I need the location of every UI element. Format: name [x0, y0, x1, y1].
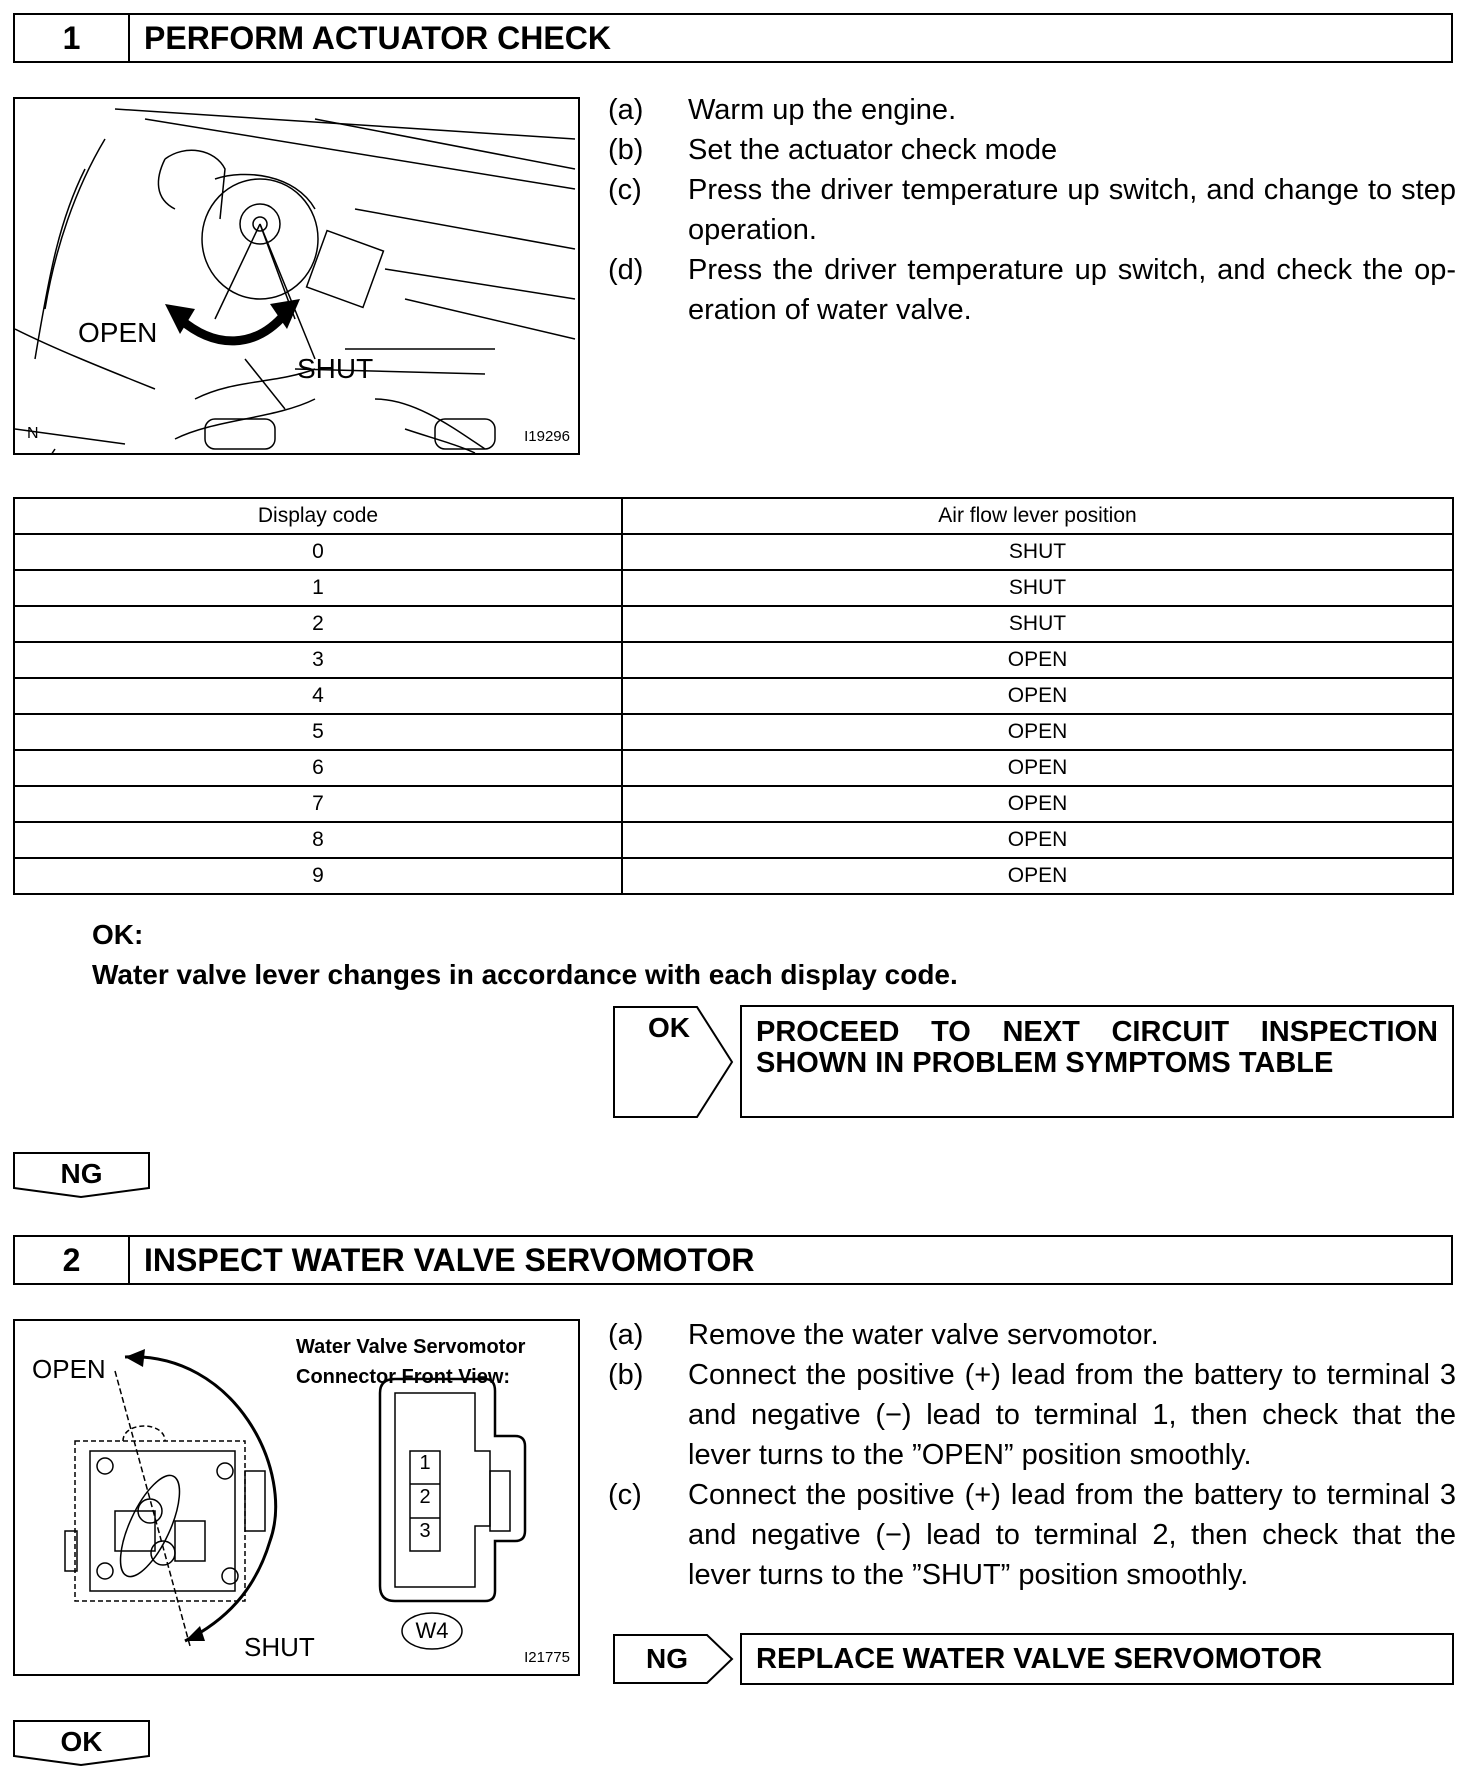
terminal-3-label: 3 — [419, 1520, 431, 1542]
instruction-text: Warm up the engine. — [688, 94, 957, 126]
instruction-item — [608, 1355, 1456, 1475]
instruction-item — [608, 130, 1456, 170]
step1-instructions — [608, 90, 1456, 330]
table-cell: 3 — [14, 642, 622, 678]
open-label: OPEN — [32, 1354, 106, 1384]
instruction-item — [608, 170, 1456, 250]
table-header-cell: Air flow lever position — [622, 498, 1453, 534]
instruction-label: (c) — [608, 174, 642, 206]
table-header-cell: Display code — [14, 498, 622, 534]
connector-caption-line1: Water Valve Servomotor — [296, 1336, 526, 1358]
table-cell: 6 — [14, 750, 622, 786]
terminal-2-label: 2 — [419, 1486, 431, 1508]
table-cell: SHUT — [622, 606, 1453, 642]
display-code-table — [13, 497, 1454, 895]
figure-id: I21775 — [524, 1649, 570, 1666]
table-cell: 4 — [14, 678, 622, 714]
instruction-item — [608, 1475, 1456, 1595]
table-row — [14, 570, 1453, 606]
instruction-label: (d) — [608, 254, 644, 286]
instruction-label: (b) — [608, 134, 644, 166]
shut-label: SHUT — [244, 1632, 315, 1662]
table-row — [14, 534, 1453, 570]
ng-arrow-label: NG — [646, 1643, 688, 1674]
step1-header — [13, 13, 1453, 63]
instruction-label: (b) — [608, 1359, 644, 1391]
ok-condition-text: Water valve lever changes in accordance with each display code. — [92, 959, 958, 990]
table-cell: SHUT — [622, 534, 1453, 570]
table-cell: OPEN — [622, 714, 1453, 750]
instruction-label: (c) — [608, 1479, 642, 1511]
step1-title: PERFORM ACTUATOR CHECK — [144, 19, 611, 56]
instruction-text: Remove the water valve servomotor. — [688, 1319, 1159, 1351]
corner-mark: N — [27, 425, 39, 442]
ng-tab-label: NG — [60, 1158, 103, 1189]
table-row — [14, 786, 1453, 822]
step1-number: 1 — [15, 15, 130, 61]
table-row — [14, 606, 1453, 642]
step2-number: 2 — [15, 1237, 130, 1283]
table-cell: OPEN — [622, 750, 1453, 786]
table-cell: OPEN — [622, 678, 1453, 714]
table-row — [14, 678, 1453, 714]
table-row — [14, 642, 1453, 678]
instruction-item — [608, 250, 1456, 330]
table-row — [14, 750, 1453, 786]
replace-servomotor-box — [740, 1633, 1454, 1685]
step2-header — [13, 1235, 1453, 1285]
table-row — [14, 858, 1453, 894]
table-cell: 5 — [14, 714, 622, 750]
instruction-text: Connect the positive (+) lead from the battery to terminal 3 and negative (−) lead to terminal 1, then check that the lever turns to the ”OPEN” position smoothly. — [688, 1359, 1456, 1471]
table-cell: 7 — [14, 786, 622, 822]
instruction-text: Connect the positive (+) lead from the battery to terminal 3 and negative (−) lead to terminal 2, then check that the lever turns to the ”SHUT” position smoothly. — [688, 1479, 1456, 1591]
figure-id: I19296 — [524, 428, 570, 445]
table-header-row — [14, 498, 1453, 534]
connector-code: W4 — [415, 1618, 449, 1643]
step2-instructions — [608, 1315, 1456, 1595]
step2-figure — [13, 1319, 580, 1676]
instruction-text: Press the driver temperature up switch, and check the op-eration of water valve. — [688, 254, 1456, 326]
table-cell: OPEN — [622, 822, 1453, 858]
table-cell: 1 — [14, 570, 622, 606]
table-cell: 0 — [14, 534, 622, 570]
table-row — [14, 714, 1453, 750]
table-cell: OPEN — [622, 642, 1453, 678]
terminal-1-label: 1 — [419, 1452, 431, 1474]
table-cell: 2 — [14, 606, 622, 642]
shut-label: SHUT — [297, 353, 374, 384]
instruction-item — [608, 1315, 1456, 1355]
table-cell: 9 — [14, 858, 622, 894]
ok-heading: OK: — [92, 919, 144, 950]
proceed-next-text: PROCEED TO NEXT CIRCUIT INSPECTION SHOWN IN PROBLEM SYMPTOMS TABLE — [756, 1016, 1438, 1079]
table-cell: 8 — [14, 822, 622, 858]
instruction-label: (a) — [608, 1319, 644, 1351]
connector-caption-line2: Connector Front View: — [296, 1366, 511, 1388]
table-cell: OPEN — [622, 786, 1453, 822]
ok-arrow-label: OK — [648, 1012, 690, 1043]
instruction-item — [608, 90, 1456, 130]
step1-figure — [13, 97, 580, 455]
table-row — [14, 822, 1453, 858]
instruction-text: Set the actuator check mode — [688, 134, 1058, 166]
water-valve-engine-illustration — [15, 99, 578, 453]
open-label: OPEN — [78, 317, 158, 348]
replace-servomotor-text: REPLACE WATER VALVE SERVOMOTOR — [756, 1643, 1323, 1675]
proceed-next-box — [740, 1005, 1454, 1118]
instruction-text: Press the driver temperature up switch, and change to step operation. — [688, 174, 1456, 246]
ok-tab-label: OK — [60, 1726, 103, 1757]
instruction-label: (a) — [608, 94, 644, 126]
table-cell: SHUT — [622, 570, 1453, 606]
table-cell: OPEN — [622, 858, 1453, 894]
step2-title: INSPECT WATER VALVE SERVOMOTOR — [144, 1241, 755, 1278]
